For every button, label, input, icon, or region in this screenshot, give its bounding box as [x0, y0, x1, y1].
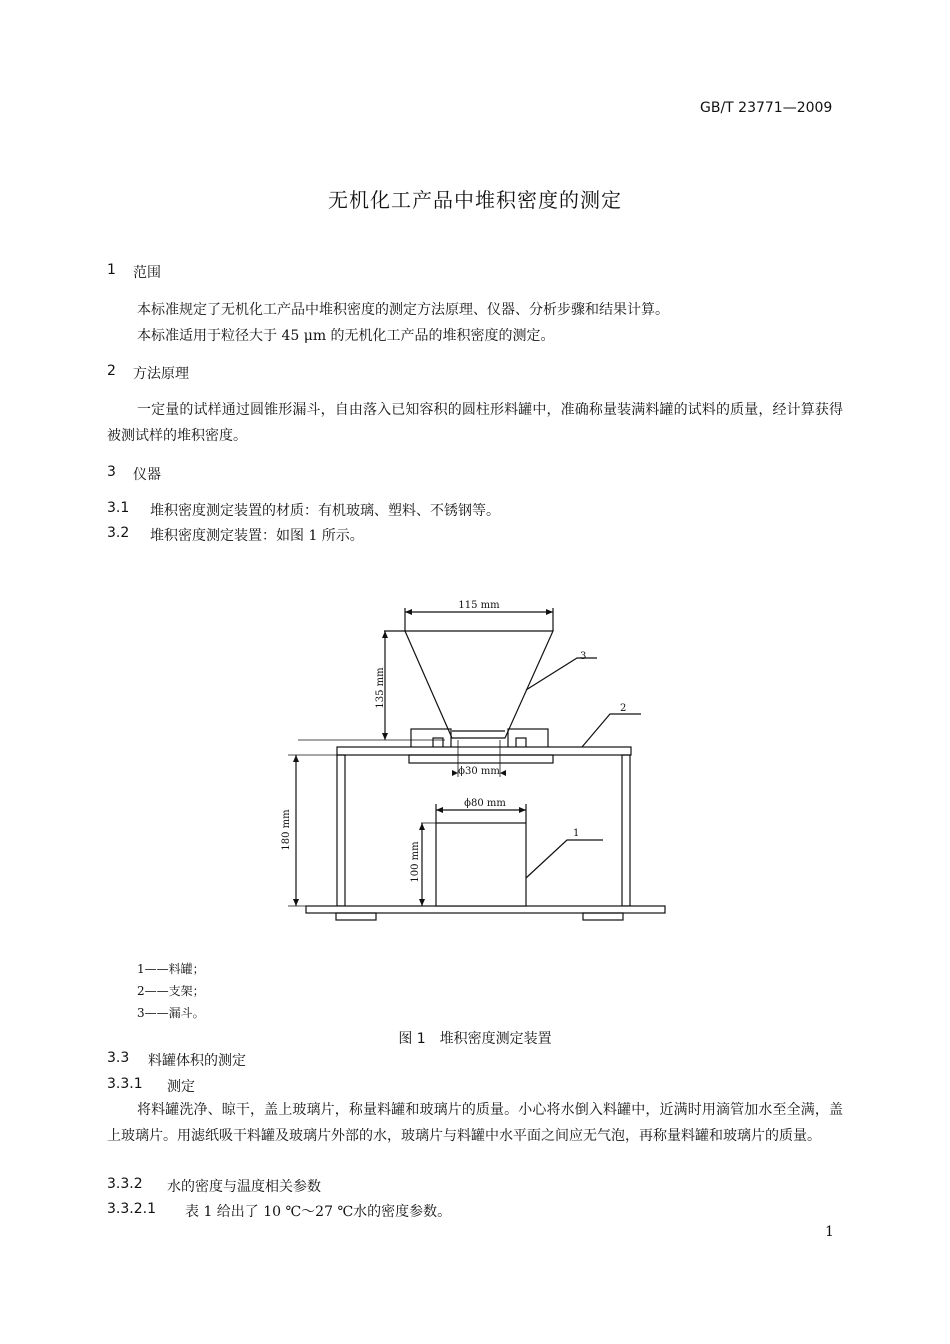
section-3-title: 仪器: [133, 467, 161, 483]
figure-caption: 图 1 堆积密度测定装置: [398, 1031, 552, 1047]
base-plate: [306, 906, 665, 913]
dim-can-height: 100 mm: [410, 841, 421, 883]
clause-3-3-number: 3.3: [107, 1050, 130, 1066]
section-1-title: 范围: [133, 265, 161, 281]
section-3-number: 3: [107, 464, 116, 480]
standard-code: GB/T 23771—2009: [700, 100, 833, 116]
dim-can-diameter: ϕ80 mm: [464, 798, 506, 809]
bulk-density-apparatus-diagram: [0, 590, 950, 935]
clause-3-2-number: 3.2: [107, 525, 130, 541]
callout-1: 1: [573, 828, 580, 839]
section-1-paragraph-1: 本标准规定了无机化工产品中堆积密度的测定方法原理、仪器、分析步骤和结果计算。: [137, 302, 669, 318]
callout-2: 2: [620, 703, 627, 714]
legend-item-3: 3——漏斗。: [137, 1006, 205, 1020]
clause-3-3-1-title: 测定: [167, 1079, 195, 1095]
funnel-shape: [405, 631, 553, 738]
dim-top-width: 115 mm: [458, 600, 500, 611]
left-foot: [336, 913, 376, 920]
callout-2-leader: [582, 714, 641, 747]
callout-1-leader: [526, 840, 603, 878]
dim-funnel-height: 135 mm: [375, 667, 386, 709]
clause-3-1-number: 3.1: [107, 500, 130, 516]
right-funnel-mount: [508, 729, 548, 748]
clause-3-3-1-paragraph: 将料罐洗净、晾干，盖上玻璃片，称量料罐和玻璃片的质量。小心将水倒入料罐中，近满时用滴管加水至全满，盖上玻璃片。用滤纸吸干料罐及玻璃片外部的水，玻璃片与料罐中水平面之间应无气泡，再称量料罐和玻璃片的质量。: [107, 1102, 843, 1144]
left-funnel-mount: [411, 729, 451, 748]
dim-outlet: ϕ30 mm: [458, 766, 500, 777]
clause-3-3-1-number: 3.3.1: [107, 1076, 143, 1092]
left-leg: [337, 755, 345, 906]
clause-3-3-2-1-text: 表 1 给出了 10 ℃～27 ℃水的密度参数。: [185, 1204, 452, 1220]
clause-3-1-text: 堆积密度测定装置的材质：有机玻璃、塑料、不锈钢等。: [150, 503, 500, 519]
clause-3-3-title: 料罐体积的测定: [148, 1053, 246, 1069]
clause-3-2-text: 堆积密度测定装置：如图 1 所示。: [150, 528, 364, 544]
clause-3-3-2-number: 3.3.2: [107, 1176, 143, 1192]
dim-total-height: 180 mm: [281, 809, 292, 851]
top-plate: [337, 747, 631, 755]
clause-3-3-2-title: 水的密度与温度相关参数: [167, 1179, 321, 1195]
section-2-title: 方法原理: [133, 366, 189, 382]
legend-item-1: 1——料罐；: [137, 962, 205, 976]
right-foot: [583, 913, 623, 920]
section-2-paragraph: 一定量的试样通过圆锥形漏斗，自由落入已知容积的圆柱形料罐中，准确称量装满料罐的试料的质量，经计算获得被测试样的堆积密度。: [107, 402, 843, 444]
section-1-paragraph-2: 本标准适用于粒径大于 45 μm 的无机化工产品的堆积密度的测定。: [137, 328, 555, 344]
section-2-number: 2: [107, 363, 116, 379]
page-number: 1: [825, 1224, 834, 1240]
right-leg: [622, 755, 630, 906]
callout-3: 3: [580, 651, 587, 662]
page-title: 无机化工产品中堆积密度的测定: [328, 188, 622, 212]
legend-item-2: 2——支架；: [137, 984, 205, 998]
under-plate: [409, 755, 553, 763]
section-1-number: 1: [107, 262, 116, 278]
clause-3-3-2-1-number: 3.3.2.1: [107, 1201, 156, 1217]
can-shape: [436, 823, 526, 906]
